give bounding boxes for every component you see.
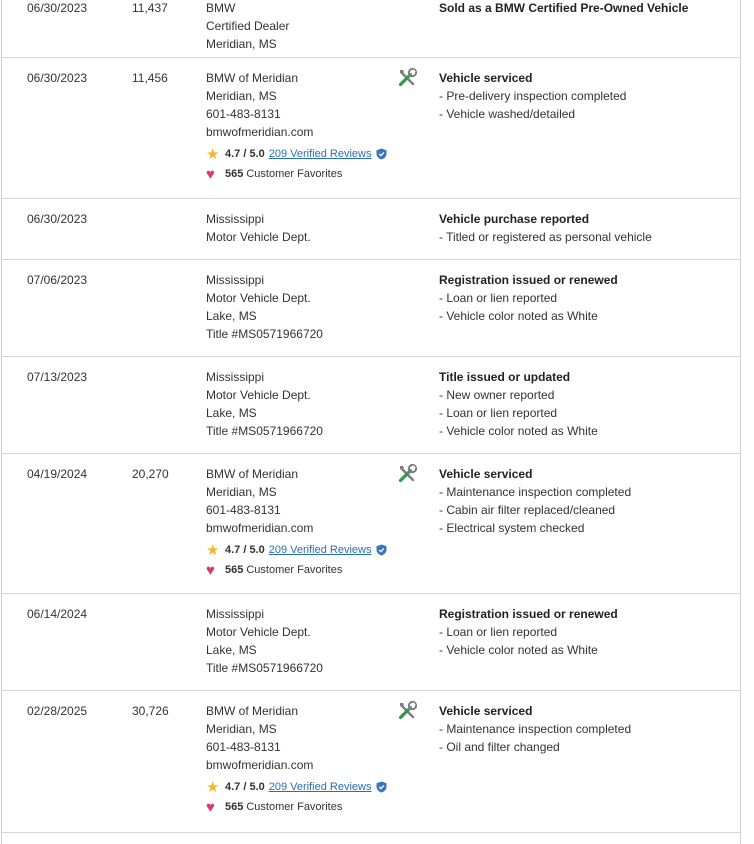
source-line: Meridian, MS [206,485,277,499]
record-source [206,605,323,677]
record-details [439,271,618,325]
verified-reviews-link[interactable]: 209 Verified Reviews [268,148,372,160]
source-line: bmwofmeridian.com [206,125,314,139]
record-details [439,368,598,440]
source-line: Mississippi [206,607,265,621]
record-details [439,69,626,123]
dealer-rating [206,144,387,164]
source-line: Lake, MS [206,309,257,323]
wrench-screwdriver-icon [396,67,418,89]
source-line: Mississippi [206,273,265,287]
detail-title: Sold as a BMW Certified Pre-Owned Vehicle [439,1,689,15]
detail-item: - Loan or lien reported [439,291,558,305]
detail-item: - Electrical system checked [439,521,585,535]
record-date [27,702,87,720]
dealer-rating [206,540,387,560]
customer-favorites [206,560,387,580]
record-date [27,69,87,87]
detail-item: - Maintenance inspection completed [439,722,632,736]
record-details [439,465,631,537]
shield-check-icon [376,148,387,160]
history-record-row [2,0,740,58]
record-source [206,702,387,817]
record-mileage [132,702,169,720]
record-source [206,210,311,246]
detail-title: Vehicle serviced [439,71,533,85]
record-date [27,271,87,289]
shield-check-icon [376,781,387,793]
source-line: bmwofmeridian.com [206,758,314,772]
history-record-row [2,199,740,260]
source-line: BMW of Meridian [206,71,299,85]
detail-item: - Vehicle color noted as White [439,643,598,657]
record-source [206,368,323,440]
date-text: 07/13/2023 [27,370,88,384]
detail-item: - Vehicle color noted as White [439,424,598,438]
detail-item: - Vehicle color noted as White [439,309,598,323]
detail-title: Registration issued or renewed [439,273,618,287]
date-text: 04/19/2024 [27,467,88,481]
heart-icon: ♥ [206,561,215,579]
detail-item: - Loan or lien reported [439,406,558,420]
source-line: BMW [206,1,236,15]
wrench-screwdriver-icon [396,700,418,722]
detail-item: - New owner reported [439,388,555,402]
source-line: BMW of Meridian [206,704,299,718]
record-source [206,271,323,343]
favorites-label: Customer Favorites [246,801,343,813]
record-mileage [132,0,168,17]
star-icon: ★ [206,778,220,796]
detail-title: Vehicle serviced [439,467,533,481]
source-line: Title #MS0571966720 [206,661,323,675]
mileage-text: 11,456 [132,71,168,85]
source-line: Mississippi [206,212,265,226]
record-date [27,368,87,386]
customer-favorites [206,164,387,184]
source-line: Certified Dealer [206,19,290,33]
detail-item: - Vehicle washed/detailed [439,107,576,121]
source-line: Mississippi [206,370,265,384]
history-record-row [2,594,740,691]
favorites-count: 565 [225,168,244,180]
rating-value: 4.7 / 5.0 [225,148,265,160]
record-details [439,702,631,756]
detail-title: Registration issued or renewed [439,607,618,621]
record-date [27,0,87,17]
source-line: Motor Vehicle Dept. [206,388,311,402]
detail-item: - Cabin air filter replaced/cleaned [439,503,616,517]
source-line: Lake, MS [206,406,257,420]
record-mileage [132,69,168,87]
source-line: 601-483-8131 [206,107,281,121]
customer-favorites [206,797,387,817]
mileage-text: 20,270 [132,467,169,481]
favorites-count: 565 [225,801,244,813]
mileage-text: 11,437 [132,1,168,15]
history-record-row [2,260,740,357]
verified-reviews-link[interactable]: 209 Verified Reviews [268,544,372,556]
detail-title: Vehicle serviced [439,704,533,718]
record-details [439,210,652,246]
record-details [439,605,618,659]
record-source [206,465,387,580]
history-record-row [2,58,740,199]
source-line: Motor Vehicle Dept. [206,230,311,244]
date-text: 06/30/2023 [27,1,88,15]
date-text: 06/14/2024 [27,607,88,621]
record-date [27,210,87,228]
date-text: 06/30/2023 [27,212,88,226]
detail-item: - Titled or registered as personal vehicle [439,230,652,244]
detail-item: - Oil and filter changed [439,740,560,754]
wrench-screwdriver-icon [396,463,418,485]
heart-icon: ♥ [206,798,215,816]
rating-value: 4.7 / 5.0 [225,544,265,556]
source-line: Meridian, MS [206,37,277,51]
source-line: 601-483-8131 [206,740,281,754]
record-date [27,605,87,623]
shield-check-icon [376,544,387,556]
record-mileage [132,465,169,483]
vehicle-history-table [1,0,741,844]
history-record-row [2,357,740,454]
date-text: 02/28/2025 [27,704,88,718]
record-source [206,69,387,184]
history-record-row [2,691,740,833]
verified-reviews-link[interactable]: 209 Verified Reviews [268,781,372,793]
rating-value: 4.7 / 5.0 [225,781,265,793]
source-line: Motor Vehicle Dept. [206,291,311,305]
source-line: Meridian, MS [206,722,277,736]
source-line: bmwofmeridian.com [206,521,314,535]
source-line: Lake, MS [206,643,257,657]
favorites-label: Customer Favorites [246,564,343,576]
favorites-count: 565 [225,564,244,576]
record-date [27,465,87,483]
mileage-text: 30,726 [132,704,169,718]
record-details [439,0,688,17]
record-source [206,0,289,53]
date-text: 06/30/2023 [27,71,88,85]
detail-item: - Loan or lien reported [439,625,558,639]
heart-icon: ♥ [206,165,215,183]
history-record-row [2,454,740,594]
source-line: Meridian, MS [206,89,277,103]
source-line: Motor Vehicle Dept. [206,625,311,639]
source-line: Title #MS0571966720 [206,424,323,438]
detail-item: - Pre-delivery inspection completed [439,89,627,103]
date-text: 07/06/2023 [27,273,88,287]
detail-title: Vehicle purchase reported [439,212,590,226]
star-icon: ★ [206,541,220,559]
source-line: Title #MS0571966720 [206,327,323,341]
star-icon: ★ [206,145,220,163]
source-line: 601-483-8131 [206,503,281,517]
detail-title: Title issued or updated [439,370,571,384]
detail-item: - Maintenance inspection completed [439,485,632,499]
source-line: BMW of Meridian [206,467,299,481]
dealer-rating [206,777,387,797]
favorites-label: Customer Favorites [246,168,343,180]
